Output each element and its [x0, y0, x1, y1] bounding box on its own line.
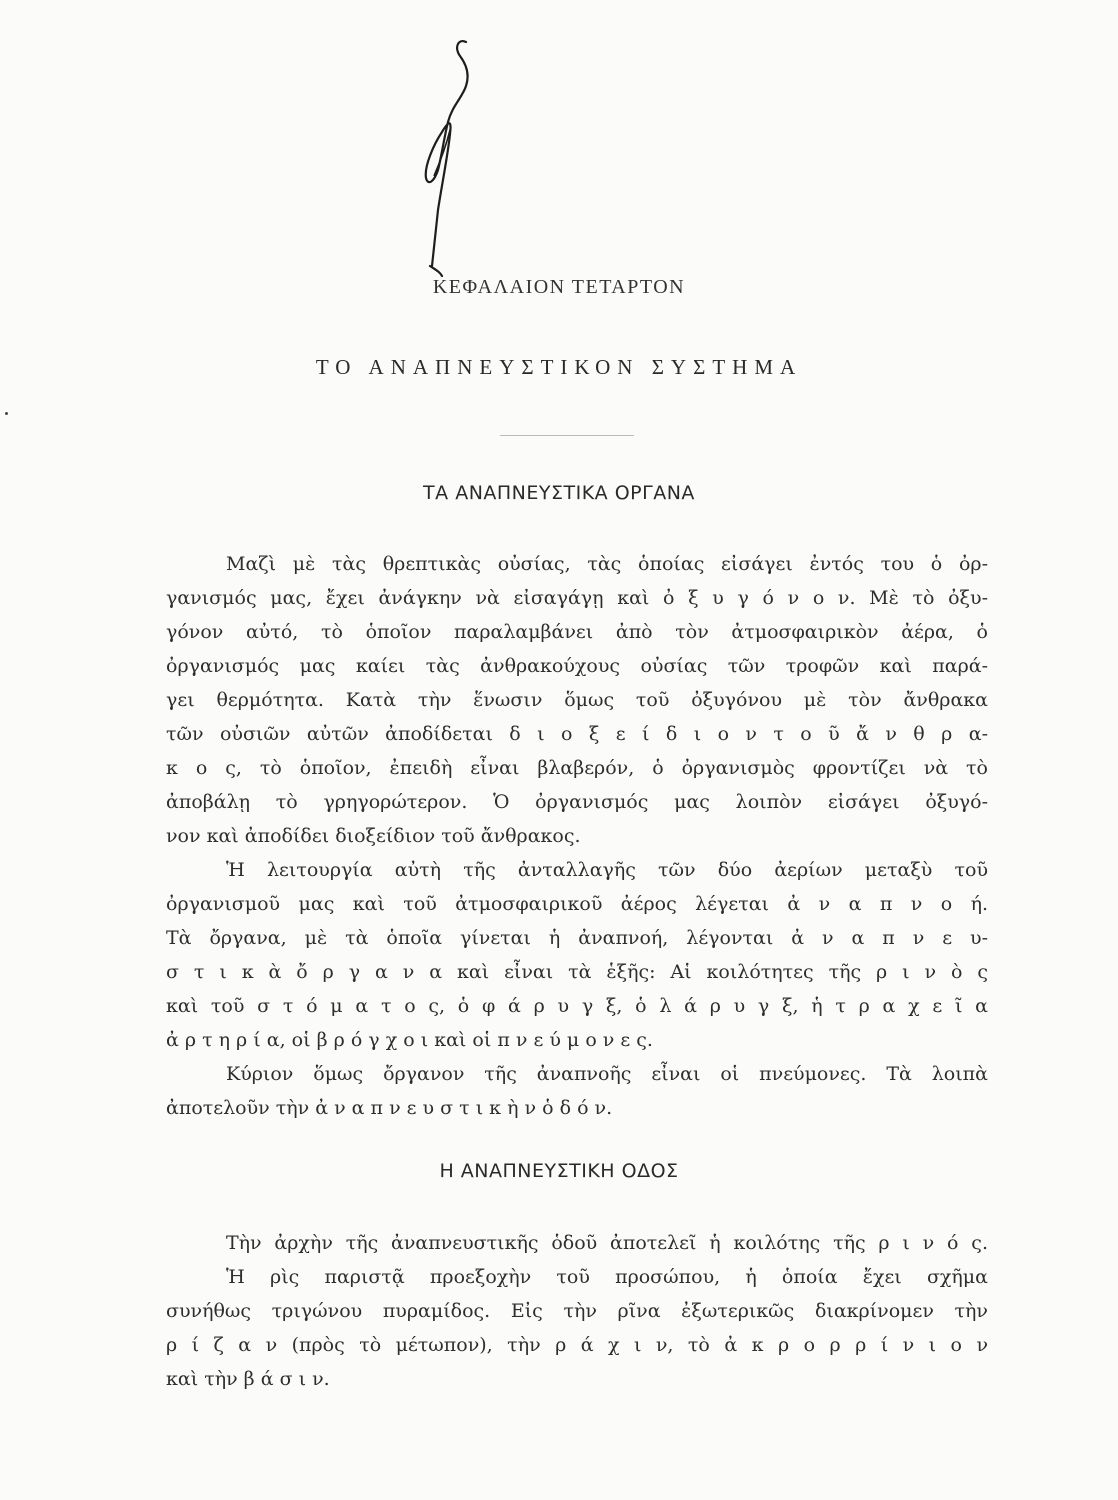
paragraph-line: ἀποτελοῦν τὴν ἀ ν α π ν ε υ σ τ ι κ ὴ ν ὁ δ ό ν. — [166, 1097, 613, 1119]
paragraph-line: Μαζὶ μὲ τὰς θρεπτικὰς οὐσίας, τὰς ὁποίας εἰσάγει ἐντός του ὁ ὀρ- — [226, 553, 988, 575]
paragraph-line: ὀργανισμός μας καίει τὰς ἀνθρακούχους οὐσίας τῶν τροφῶν καὶ παρά- — [166, 655, 988, 677]
paragraph-line: ὀργανισμοῦ μας καὶ τοῦ ἀτμοσφαιρικοῦ ἀέρος λέγεται ἀ ν α π ν ο ή. — [166, 893, 988, 915]
divider — [500, 435, 634, 436]
margin-dot — [5, 412, 8, 415]
paragraph-line: τῶν οὐσιῶν αὐτῶν ἀποδίδεται δ ι ο ξ ε ί δ ι ο ν τ ο ῦ ἄ ν θ ρ α- — [166, 723, 988, 745]
paragraph-line: γανισμός μας, ἔχει ἀνάγκην νὰ εἰσαγάγῃ καὶ ὀ ξ υ γ ό ν ο ν. Μὲ τὸ ὀξυ- — [166, 587, 988, 609]
chapter-title: ΤΟ ΑΝΑΠΝΕΥΣΤΙΚΟΝ ΣΥΣΤΗΜΑ — [315, 355, 803, 379]
paragraph-line: Τὴν ἀρχὴν τῆς ἀναπνευστικῆς ὁδοῦ ἀποτελεῖ ἡ κοιλότης τῆς ρ ι ν ό ς. — [226, 1232, 988, 1254]
handwritten-signature — [408, 34, 498, 284]
paragraph-line: ἀ ρ τ η ρ ί α, οἱ β ρ ό γ χ ο ι καὶ οἱ π ν ε ύ μ ο ν ε ς. — [166, 1029, 653, 1051]
paragraph-line: κ ο ς, τὸ ὁποῖον, ἐπειδὴ εἶναι βλαβερόν, ὁ ὀργανισμὸς φροντίζει νὰ τὸ — [166, 757, 988, 779]
paragraph-line: καὶ τὴν β ά σ ι ν. — [166, 1368, 330, 1390]
paragraph-line: Τὰ ὄργανα, μὲ τὰ ὁποῖα γίνεται ἡ ἀναπνοή, λέγονται ἀ ν α π ν ε υ- — [166, 927, 988, 949]
paragraph-line: Κύριον ὅμως ὄργανον τῆς ἀναπνοῆς εἶναι οἱ πνεύμονες. Τὰ λοιπὰ — [226, 1063, 988, 1085]
paragraph-line: Ἡ ρὶς παριστᾷ προεξοχὴν τοῦ προσώπου, ἡ ὁποία ἔχει σχῆμα — [226, 1266, 988, 1288]
paragraph-line: γει θερμότητα. Κατὰ τὴν ἕνωσιν ὅμως τοῦ ὀξυγόνου μὲ τὸν ἄνθρακα — [166, 689, 988, 711]
paragraph-line: Ἡ λειτουργία αὐτὴ τῆς ἀνταλλαγῆς τῶν δύο ἀερίων μεταξὺ τοῦ — [226, 859, 988, 881]
paragraph-line: σ τ ι κ ὰ ὄ ρ γ α ν α καὶ εἶναι τὰ ἑξῆς: Αἱ κοιλότητες τῆς ρ ι ν ὸ ς — [166, 961, 988, 983]
section-heading-respiratory-organs: ΤΑ ΑΝΑΠΝΕΥΣΤΙΚΑ ΟΡΓΑΝΑ — [423, 482, 695, 504]
paragraph-line: νον καὶ ἀποδίδει διοξείδιον τοῦ ἄνθρακος. — [166, 825, 581, 847]
chapter-label: ΚΕΦΑΛΑΙΟΝ ΤΕΤΑΡΤΟΝ — [432, 276, 686, 298]
section-heading-respiratory-tract: Η ΑΝΑΠΝΕΥΣΤΙΚΗ ΟΔΟΣ — [439, 1160, 679, 1182]
paragraph-line: συνήθως τριγώνου πυραμίδος. Εἰς τὴν ρῖνα ἐξωτερικῶς διακρίνομεν τὴν — [166, 1300, 988, 1322]
paragraph-line: ρ ί ζ α ν (πρὸς τὸ μέτωπον), τὴν ρ ά χ ι ν, τὸ ἀ κ ρ ο ρ ρ ί ν ι ο ν — [166, 1334, 988, 1356]
paragraph-line: γόνον αὐτό, τὸ ὁποῖον παραλαμβάνει ἀπὸ τὸν ἀτμοσφαιρικὸν ἀέρα, ὁ — [166, 621, 988, 643]
paragraph-line: καὶ τοῦ σ τ ό μ α τ ο ς, ὁ φ ά ρ υ γ ξ, ὁ λ ά ρ υ γ ξ, ἡ τ ρ α χ ε ῖ α — [166, 995, 988, 1017]
paragraph-line: ἀποβάλῃ τὸ γρηγορώτερον. Ὁ ὀργανισμός μας λοιπὸν εἰσάγει ὀξυγό- — [166, 791, 988, 813]
